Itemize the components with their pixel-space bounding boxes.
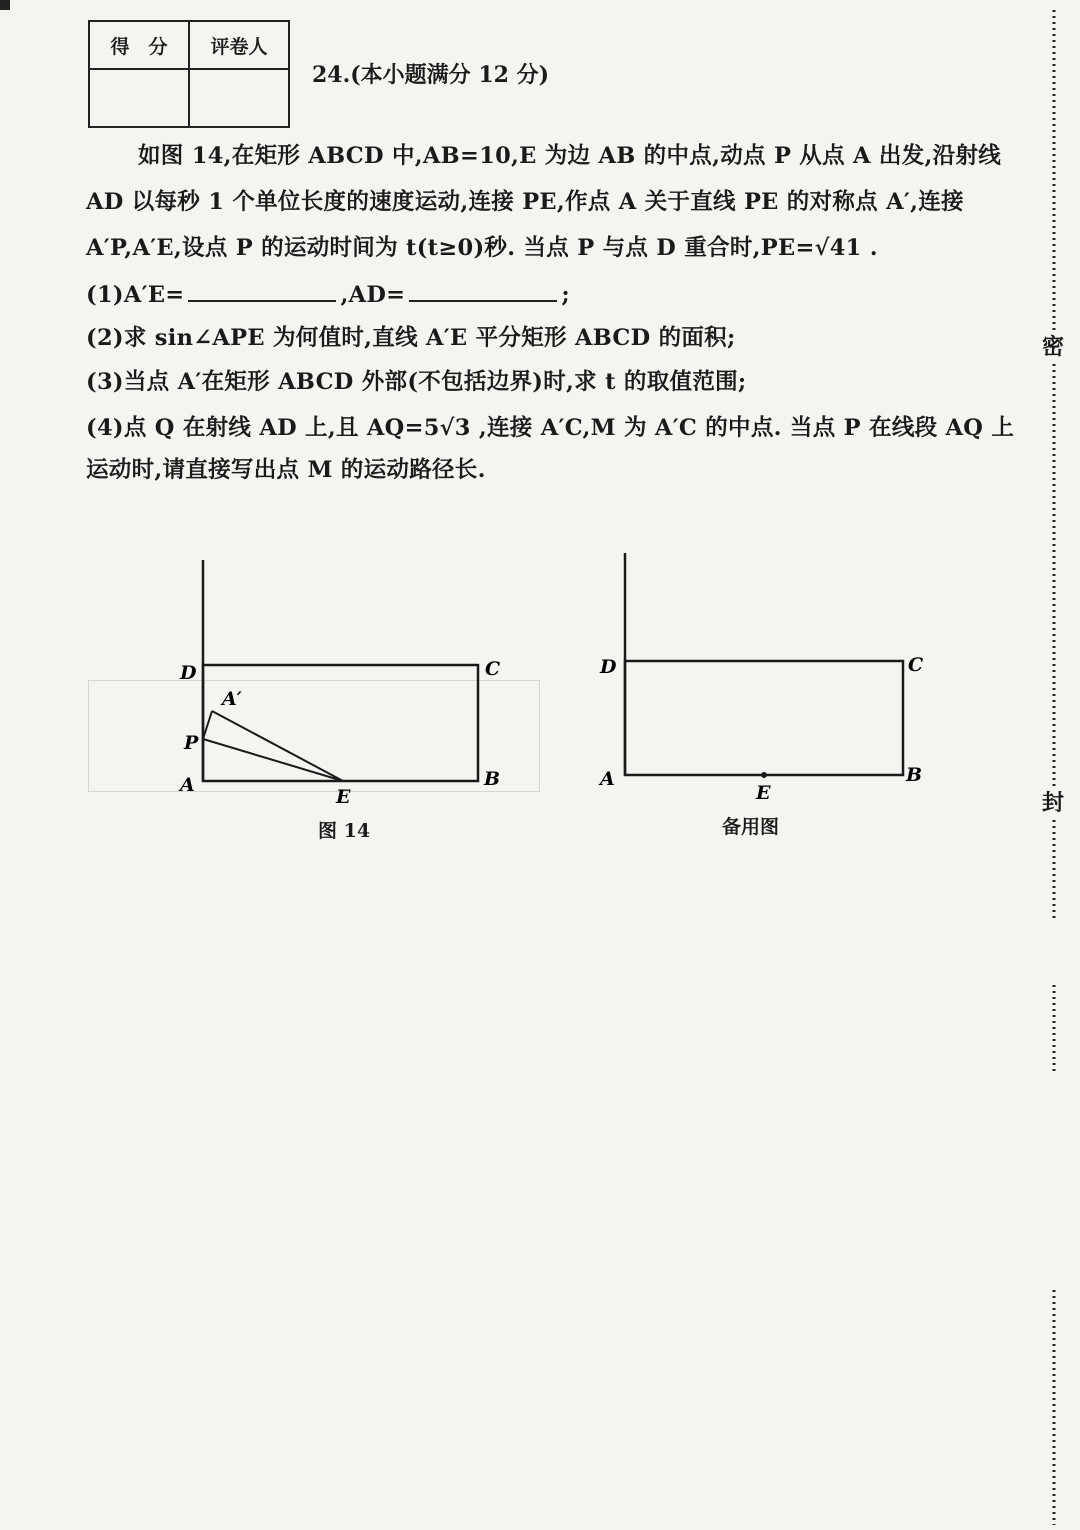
answer-blank-1[interactable] — [188, 278, 336, 302]
part-1-a-label: (1)A′E= — [86, 282, 185, 308]
rectangle-abcd-backup — [625, 661, 903, 775]
problem-line-1: 如图 14,在矩形 ABCD 中,AB=10,E 为边 AB 的中点,动点 P 从点 A 出发,沿射线 — [138, 143, 1002, 169]
backup-figure-caption: 备用图 — [722, 816, 780, 838]
problem-line-3: A′P,A′E,设点 P 的运动时间为 t(t≥0)秒. 当点 P 与点 D 重合时,PE=√41 . — [86, 235, 878, 261]
score-header: 得 分 — [89, 21, 189, 69]
grader-cell[interactable] — [189, 69, 289, 127]
part-3: (3)当点 A′在矩形 ABCD 外部(不包括边界)时,求 t 的取值范围; — [86, 369, 747, 395]
backup-label-d: D — [600, 656, 617, 678]
rectangle-abcd — [203, 665, 478, 781]
label-c: C — [485, 658, 501, 680]
label-b: B — [484, 768, 501, 790]
label-d: D — [180, 662, 197, 684]
problem-line-2: AD 以每秒 1 个单位长度的速度运动,连接 PE,作点 A 关于直线 PE 的对称点 A′,连接 — [86, 189, 964, 215]
seal-mark-mi: 密 — [1042, 330, 1064, 361]
answer-blank-2[interactable] — [409, 278, 557, 302]
seal-mark-feng: 封 — [1042, 786, 1064, 817]
score-cell[interactable] — [89, 69, 189, 127]
backup-label-c: C — [908, 654, 924, 676]
figure-14-caption: 图 14 — [318, 820, 371, 842]
backup-label-a: A — [600, 768, 615, 790]
figure-14 — [170, 545, 530, 815]
label-e: E — [336, 786, 351, 808]
binding-margin — [1040, 0, 1068, 1530]
segment-ap — [203, 711, 212, 739]
backup-label-e: E — [756, 782, 771, 804]
part-2: (2)求 sin∠APE 为何值时,直线 A′E 平分矩形 ABCD 的面积; — [86, 325, 736, 351]
grader-header: 评卷人 — [189, 21, 289, 69]
part-4-line-2: 运动时,请直接写出点 M 的运动路径长. — [86, 457, 486, 483]
part-4-line-1: (4)点 Q 在射线 AD 上,且 AQ=5√3 ,连接 A′C,M 为 A′C 的中点. 当点 P 在线段 AQ 上 — [86, 415, 1015, 441]
score-table — [88, 20, 290, 128]
part-1-b-label: ,AD= — [340, 282, 406, 308]
backup-label-b: B — [906, 764, 923, 786]
point-e — [761, 772, 767, 778]
part-1-end: ; — [561, 282, 570, 308]
part-1 — [86, 278, 570, 308]
segment-pe — [203, 739, 343, 781]
backup-figure — [590, 545, 940, 815]
label-a: A — [180, 774, 195, 796]
question-header: 24.(本小题满分 12 分) — [312, 62, 550, 88]
label-a-prime: A′ — [222, 688, 242, 710]
segment-ae — [212, 711, 343, 781]
corner-mark — [0, 0, 10, 10]
label-p: P — [184, 732, 199, 754]
